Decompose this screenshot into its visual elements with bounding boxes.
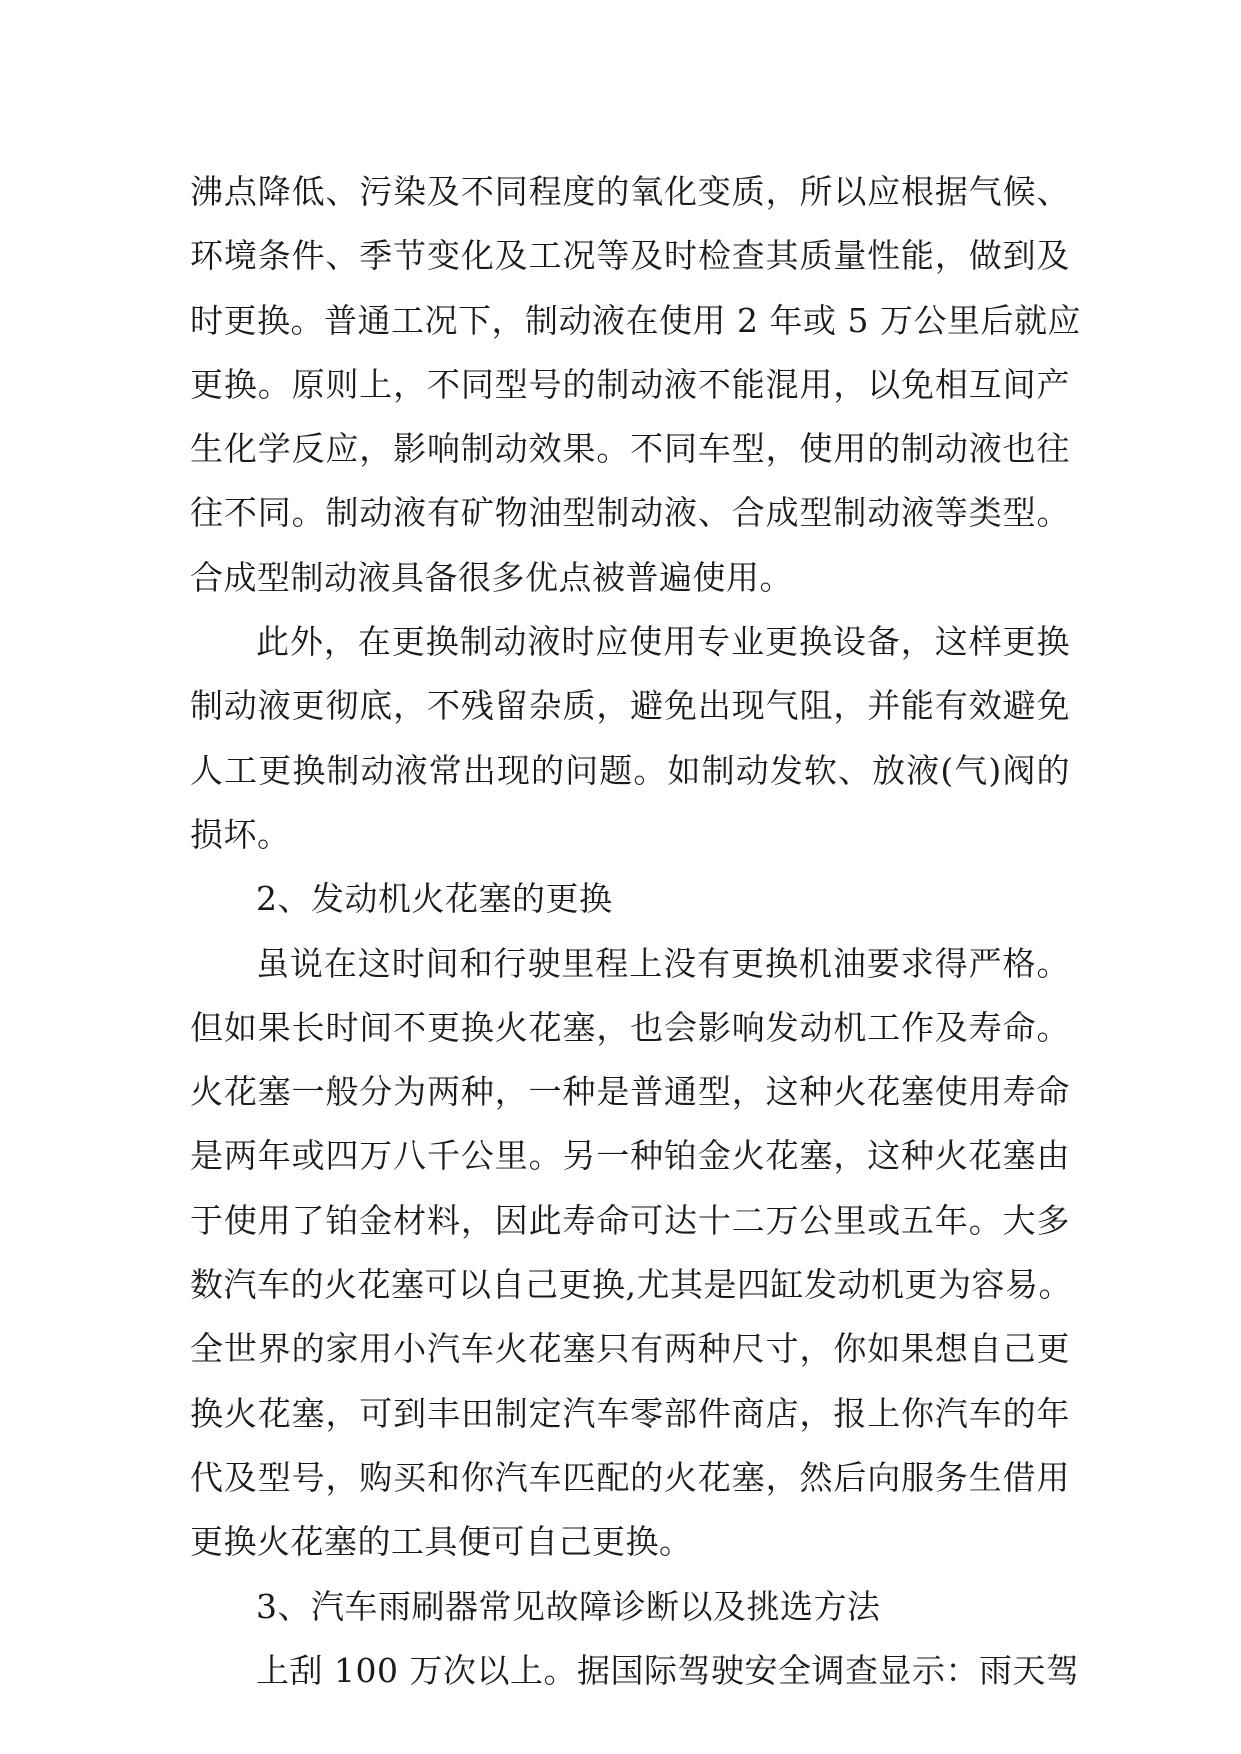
text-line: 上刮 100 万次以上。据国际驾驶安全调查显示：雨天驾: [256, 1650, 1080, 1690]
text-line: 3、汽车雨刷器常见故障诊断以及挑选方法: [256, 1586, 881, 1626]
text-line: 虽说在这时间和行驶里程上没有更换机油要求得严格。: [256, 943, 1070, 983]
text-line: 更换。原则上，不同型号的制动液不能混用，以免相互间产: [190, 364, 1070, 404]
text-line: 沸点降低、污染及不同程度的氧化变质，所以应根据气候、: [190, 172, 1070, 211]
text-line: 更换火花塞的工具便可自己更换。: [190, 1522, 693, 1562]
text-line: 数汽车的火花塞可以自己更换,尤其是四缸发动机更为容易。: [190, 1265, 1072, 1305]
text-line: 代及型号，购买和你汽车匹配的火花塞，然后向服务生借用: [190, 1457, 1070, 1497]
text-line: 火花塞一般分为两种，一种是普通型，这种火花塞使用寿命: [190, 1072, 1070, 1112]
text-line: 但如果长时间不更换火花塞，也会影响发动机工作及寿命。: [190, 1007, 1070, 1047]
body-text: [190, 160, 1081, 1703]
text-line: 损坏。: [190, 814, 291, 854]
text-line: 2、发动机火花塞的更换: [256, 879, 613, 919]
text-line: 于使用了铂金材料，因此寿命可达十二万公里或五年。大多: [190, 1200, 1070, 1240]
text-line: 换火花塞，可到丰田制定汽车零部件商店，报上你汽车的年: [190, 1393, 1070, 1433]
text-line: 制动液更彻底，不残留杂质，避免出现气阻，并能有效避免: [190, 686, 1070, 726]
text-line: 时更换。普通工况下，制动液在使用 2 年或 5 万公里后就应: [190, 300, 1081, 340]
text-line: 合成型制动液具备很多优点被普遍使用。: [190, 557, 793, 597]
text-line: 往不同。制动液有矿物油型制动液、合成型制动液等类型。: [190, 493, 1070, 533]
text-line: 此外，在更换制动液时应使用专业更换设备，这样更换: [256, 622, 1070, 662]
text-line: 环境条件、季节变化及工况等及时检查其质量性能，做到及: [190, 236, 1070, 276]
text-line: 全世界的家用小汽车火花塞只有两种尺寸，你如果想自己更: [190, 1329, 1070, 1369]
text-line: 是两年或四万八千公里。另一种铂金火花塞，这种火花塞由: [190, 1136, 1070, 1176]
text-line: 生化学反应，影响制动效果。不同车型，使用的制动液也往: [190, 429, 1070, 469]
text-line: 人工更换制动液常出现的问题。如制动发软、放液(气)阀的: [190, 750, 1070, 790]
